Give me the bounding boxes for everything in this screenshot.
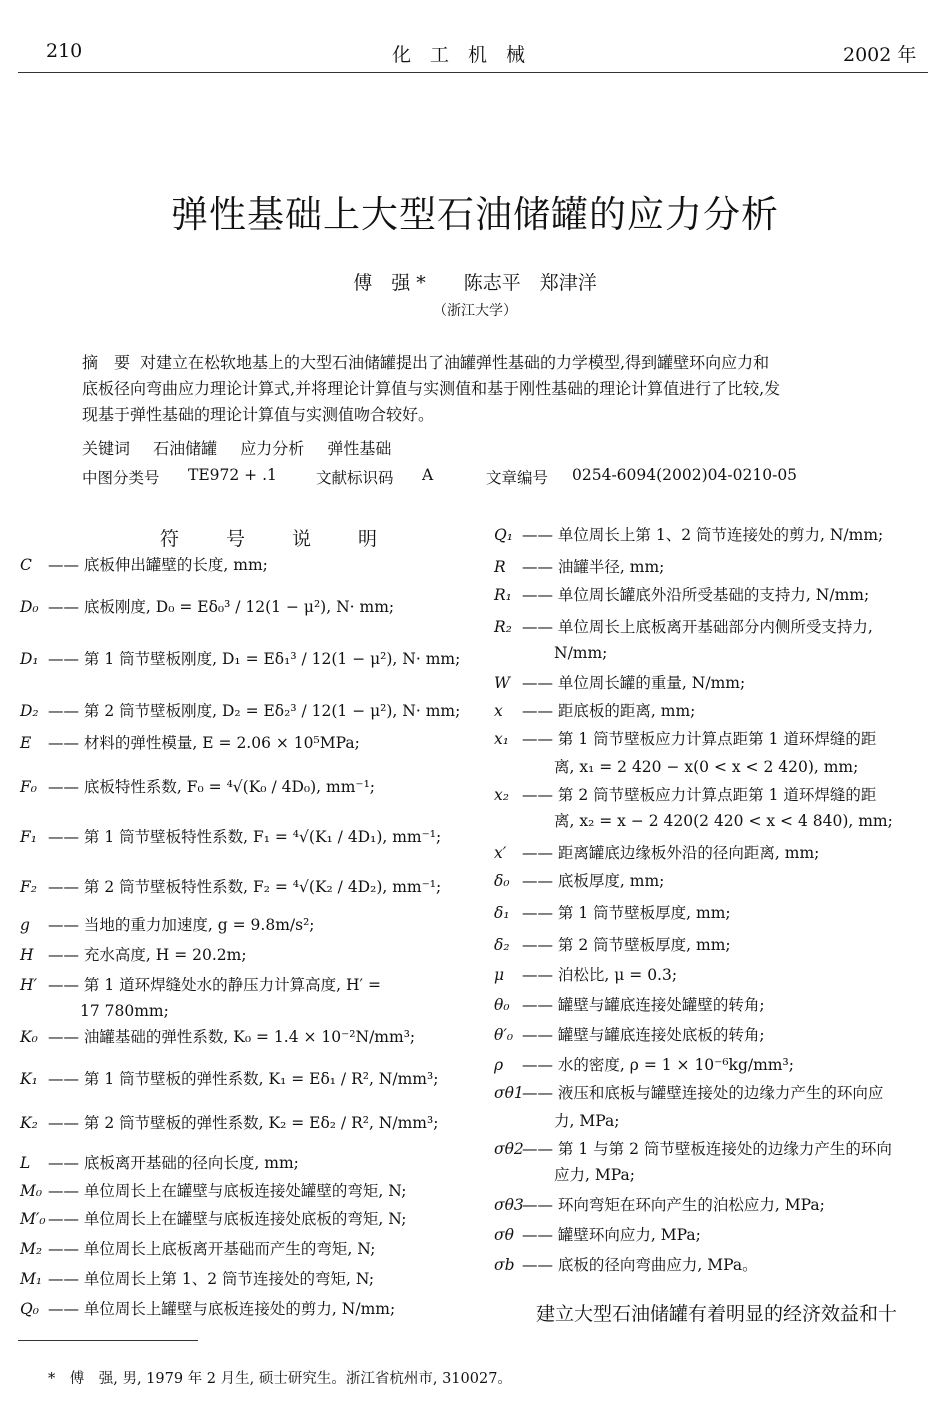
- symbol: L: [20, 1154, 31, 1172]
- symbol: M₀: [20, 1182, 43, 1200]
- keyword: 弹性基础: [327, 439, 392, 458]
- symbol: δ₂: [494, 936, 510, 954]
- symbol: H′: [20, 976, 38, 994]
- symbol-description: —— 第 2 筒节壁板特性系数, F₂ = ⁴√(K₂ / 4D₂), mm⁻¹;: [48, 878, 442, 896]
- symbol-description: 离, x₁ = 2 420 − x(0 < x < 2 420), mm;: [554, 758, 859, 776]
- symbol: F₀: [20, 778, 37, 796]
- symbol-description: —— 环向弯矩在环向产生的泊松应力, MPa;: [522, 1196, 825, 1214]
- symbol: σθ1: [494, 1084, 524, 1102]
- symbol-description: —— 单位周长上在罐壁与底板连接处罐壁的弯矩, N;: [48, 1182, 407, 1200]
- symbol: μ: [494, 966, 505, 984]
- authors: 傅 强 * 陈志平 郑津洋: [353, 272, 597, 294]
- symbol-description: —— 罐壁环向应力, MPa;: [522, 1226, 701, 1244]
- year: 2002 年: [843, 44, 917, 66]
- keyword: 石油储罐: [153, 439, 218, 458]
- symbol: D₁: [20, 650, 39, 668]
- page-number: 210: [46, 40, 83, 62]
- symbol: C: [20, 556, 32, 574]
- symbol-description: N/mm;: [554, 644, 608, 662]
- symbol: x₁: [494, 730, 509, 748]
- symbol: H: [20, 946, 34, 964]
- clc-label: 中图分类号: [82, 469, 160, 487]
- symbol-description: —— 液压和底板与罐壁连接处的边缘力产生的环向应: [522, 1084, 884, 1102]
- symbol-description: —— 距底板的距离, mm;: [522, 702, 696, 720]
- symbol: δ₀: [494, 872, 510, 890]
- symbol-description: —— 第 2 筒节壁板刚度, D₂ = Eδ₂³ / 12(1 − μ²), N· mm;: [48, 702, 461, 720]
- symbol-description: 力, MPa;: [554, 1112, 620, 1130]
- symbol: F₁: [20, 828, 37, 846]
- journal-name: 化 工 机 械: [392, 44, 526, 66]
- symbol-description: —— 罐壁与罐底连接处罐壁的转角;: [522, 996, 765, 1014]
- symbol-description: —— 第 1 筒节壁板刚度, D₁ = Eδ₁³ / 12(1 − μ²), N· mm;: [48, 650, 461, 668]
- symbol-description: —— 油罐半径, mm;: [522, 558, 665, 576]
- symbol: x₂: [494, 786, 509, 804]
- symbol-description: —— 第 2 筒节壁板应力计算点距第 1 道环焊缝的距: [522, 786, 877, 804]
- article-number-label: 文章编号: [486, 469, 549, 487]
- affiliation: （浙江大学）: [433, 303, 517, 319]
- symbol: K₁: [20, 1070, 38, 1088]
- clc-code: TE972 + .1: [188, 466, 277, 484]
- symbol: K₀: [20, 1028, 38, 1046]
- symbol: R: [494, 558, 506, 576]
- symbol-description: —— 单位周长罐的重量, N/mm;: [522, 674, 746, 692]
- symbol-description: —— 单位周长上罐壁与底板连接处的剪力, N/mm;: [48, 1300, 396, 1318]
- symbol: x: [494, 702, 503, 720]
- keywords-label: 关键词: [82, 439, 131, 458]
- symbol: σθ2: [494, 1140, 524, 1158]
- footnote: * 傅 强, 男, 1979 年 2 月生, 硕士研究生。浙江省杭州市, 310027。: [48, 1371, 512, 1387]
- symbol-description: —— 距离罐底边缘板外沿的径向距离, mm;: [522, 844, 820, 862]
- symbol-description: —— 第 1 筒节壁板特性系数, F₁ = ⁴√(K₁ / 4D₁), mm⁻¹;: [48, 828, 442, 846]
- header-rule: [18, 72, 928, 73]
- symbol-description: —— 单位周长上在罐壁与底板连接处底板的弯矩, N;: [48, 1210, 407, 1228]
- symbol-description: —— 单位周长上底板离开基础部分内侧所受支持力,: [522, 618, 873, 636]
- symbol-description: —— 底板伸出罐壁的长度, mm;: [48, 556, 268, 574]
- symbol: R₁: [494, 586, 512, 604]
- symbol-description: —— 第 2 筒节壁板的弹性系数, K₂ = Eδ₂ / R², N/mm³;: [48, 1114, 439, 1132]
- article-title: 弹性基础上大型石油储罐的应力分析: [171, 193, 779, 236]
- symbol: E: [20, 734, 32, 752]
- symbol: M′₀: [20, 1210, 46, 1228]
- symbol: ρ: [494, 1056, 504, 1074]
- symbol-description: —— 第 2 筒节壁板厚度, mm;: [522, 936, 731, 954]
- symbol-description: —— 第 1 道环焊缝处水的静压力计算高度, H′ =: [48, 976, 381, 994]
- symbol-description: —— 底板厚度, mm;: [522, 872, 665, 890]
- symbol: σθ3: [494, 1196, 524, 1214]
- symbol-description: 17 780mm;: [80, 1002, 169, 1020]
- symbol-description: —— 单位周长上第 1、2 筒节连接处的剪力, N/mm;: [522, 526, 884, 544]
- symbol-description: —— 水的密度, ρ = 1 × 10⁻⁶kg/mm³;: [522, 1056, 794, 1074]
- symbol-description: —— 底板特性系数, F₀ = ⁴√(K₀ / 4D₀), mm⁻¹;: [48, 778, 376, 796]
- symbol-description: 离, x₂ = x − 2 420(2 420 < x < 4 840), mm;: [554, 812, 893, 830]
- symbol: θ₀: [494, 996, 510, 1014]
- article-number: 0254-6094(2002)04-0210-05: [572, 466, 798, 484]
- symbol-description: —— 油罐基础的弹性系数, K₀ = 1.4 × 10⁻²N/mm³;: [48, 1028, 416, 1046]
- symbol: g: [20, 916, 30, 934]
- symbol: W: [494, 674, 510, 692]
- symbol: K₂: [20, 1114, 38, 1132]
- symbol: θ′₀: [494, 1026, 514, 1044]
- doc-code: A: [422, 466, 434, 484]
- symbol: D₀: [20, 598, 39, 616]
- symbol: x′: [494, 844, 507, 862]
- symbol-description: —— 当地的重力加速度, g = 9.8m/s²;: [48, 916, 315, 934]
- symbol-description: —— 第 1 筒节壁板应力计算点距第 1 道环焊缝的距: [522, 730, 877, 748]
- symbols-heading: 符 号 说 明: [160, 528, 392, 550]
- doc-code-label: 文献标识码: [316, 469, 394, 487]
- symbol: D₂: [20, 702, 39, 720]
- symbol: R₂: [494, 618, 512, 636]
- symbol-description: —— 罐壁与罐底连接处底板的转角;: [522, 1026, 765, 1044]
- abstract-label: 摘 要: [82, 353, 131, 372]
- symbol: σθ: [494, 1226, 514, 1244]
- symbol-description: —— 底板的径向弯曲应力, MPa。: [522, 1256, 758, 1274]
- symbol-description: 应力, MPa;: [554, 1166, 635, 1184]
- symbol-description: —— 第 1 与第 2 筒节壁板连接处的边缘力产生的环向: [522, 1140, 892, 1158]
- symbol: Q₁: [494, 526, 513, 544]
- symbol-description: —— 充水高度, H = 20.2m;: [48, 946, 247, 964]
- symbol-description: —— 单位周长上底板离开基础而产生的弯矩, N;: [48, 1240, 376, 1258]
- symbol: M₂: [20, 1240, 43, 1258]
- abstract-line: 对建立在松软地基上的大型石油储罐提出了油罐弹性基础的力学模型,得到罐壁环向应力和: [140, 353, 770, 372]
- abstract-line: 底板径向弯曲应力理论计算式,并将理论计算值与实测值和基于刚性基础的理论计算值进行了比较,发: [82, 379, 781, 398]
- abstract: [82, 350, 882, 428]
- symbol-description: —— 单位周长上第 1、2 筒节连接处的弯矩, N;: [48, 1270, 375, 1288]
- symbol: F₂: [20, 878, 37, 896]
- abstract-line: 现基于弹性基础的理论计算值与实测值吻合较好。: [82, 405, 435, 424]
- symbol-description: —— 材料的弹性模量, E = 2.06 × 10⁵MPa;: [48, 734, 360, 752]
- body-text-start: 建立大型石油储罐有着明显的经济效益和十: [536, 1303, 898, 1325]
- symbol-description: —— 单位周长罐底外沿所受基础的支持力, N/mm;: [522, 586, 870, 604]
- symbol-description: —— 底板离开基础的径向长度, mm;: [48, 1154, 299, 1172]
- symbol-description: —— 泊松比, μ = 0.3;: [522, 966, 678, 984]
- symbol: σb: [494, 1256, 515, 1274]
- symbol-description: —— 第 1 筒节壁板厚度, mm;: [522, 904, 731, 922]
- symbol-description: —— 底板刚度, D₀ = Eδ₀³ / 12(1 − μ²), N· mm;: [48, 598, 395, 616]
- symbol: M₁: [20, 1270, 43, 1288]
- keywords: [82, 436, 882, 462]
- footnote-rule: [18, 1340, 198, 1341]
- keyword: 应力分析: [240, 439, 305, 458]
- symbol: δ₁: [494, 904, 510, 922]
- symbol: Q₀: [20, 1300, 39, 1318]
- symbol-description: —— 第 1 筒节壁板的弹性系数, K₁ = Eδ₁ / R², N/mm³;: [48, 1070, 439, 1088]
